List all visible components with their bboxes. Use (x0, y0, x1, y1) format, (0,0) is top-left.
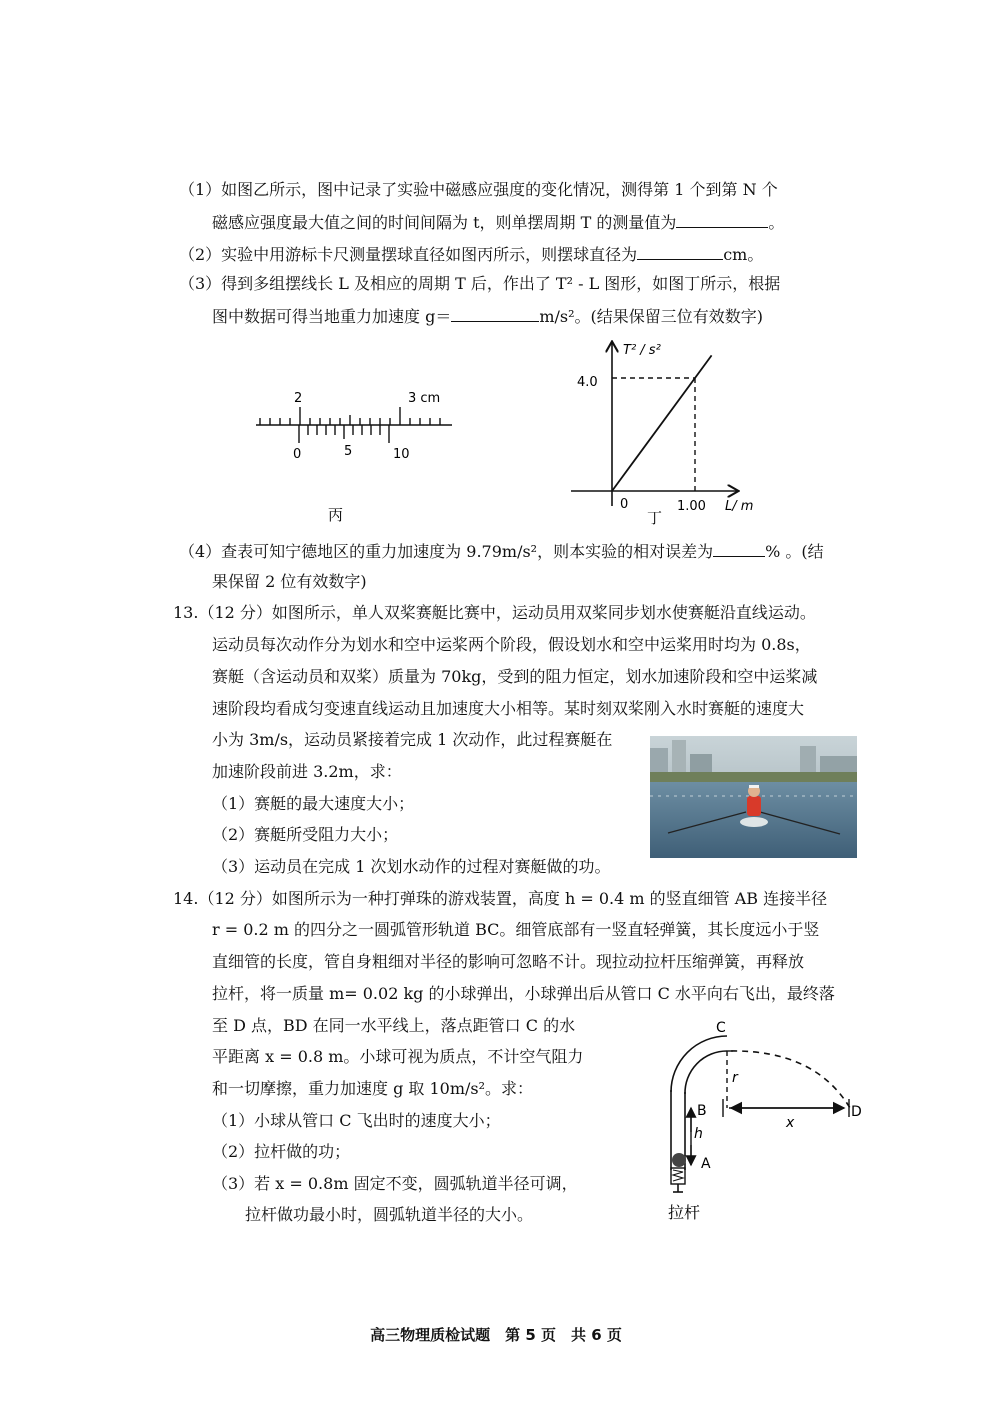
q14-sub1: （1）小球从管口 C 飞出时的速度大小； (212, 1111, 501, 1130)
vernier-caliper-figure (250, 385, 460, 535)
label-a: A (701, 1156, 711, 1172)
label-h: h (694, 1126, 703, 1142)
q12-answer-blank-1[interactable] (676, 211, 768, 228)
q14-line2: r = 0.2 m 的四分之一圆弧管形轨道 BC。细管底部有一竖直轻弹簧，其长度远小于竖 (212, 920, 820, 939)
main-scale-label-2: 2 (294, 391, 303, 406)
q14-line3: 直细管的长度，管自身粗细对半径的影响可忽略不计。现拉动拉杆压缩弹簧，再释放 (212, 952, 805, 971)
graph-plot-area (612, 355, 712, 491)
rowing-photo (650, 736, 857, 858)
y-tick-label: 4.0 (577, 375, 598, 390)
q13-sub2: （2）赛艇所受阻力大小； (212, 825, 399, 844)
q13-line1: 13.（12 分）如图所示，单人双桨赛艇比赛中，运动员用双桨同步划水使赛艇沿直线运动。 (173, 603, 816, 622)
q13-line5: 小为 3m/s，运动员紧接着完成 1 次动作，此过程赛艇在 (212, 730, 613, 749)
label-c: C (716, 1020, 726, 1036)
q12-part1-line2 (212, 211, 784, 233)
figure-caption-bing: 丙 (328, 506, 344, 524)
q12-part2 (179, 243, 763, 265)
q12-part3-unit: m/s²。(结果保留三位有效数字) (539, 307, 764, 326)
q12-part4-text: （4）查表可知宁德地区的重力加速度为 9.79m/s²，则本实验的相对误差为 (179, 542, 714, 561)
q12-part2-text: （2）实验中用游标卡尺测量摆球直径如图丙所示，则摆球直径为 (179, 245, 638, 264)
label-d: D (851, 1104, 862, 1120)
q12-answer-blank-4[interactable] (713, 540, 765, 557)
pinball-device-figure (655, 1020, 870, 1225)
q12-part1-text: 磁感应强度最大值之间的时间间隔为 t，则单摆周期 T 的测量值为 (212, 213, 677, 232)
page-footer: 高三物理质检试题 第 5 页 共 6 页 (370, 1326, 622, 1344)
q12-part4-tail: % 。(结 (765, 542, 824, 561)
data-line (612, 355, 712, 491)
main-scale-label-3cm: 3 cm (408, 391, 441, 406)
vernier-label-5: 5 (344, 444, 353, 459)
q14-sub3-line1: （3）若 x = 0.8m 固定不变，圆弧轨道半径可调， (212, 1174, 578, 1193)
q12-part1-end: 。 (768, 213, 785, 232)
y-axis-label: T² / s² (623, 343, 661, 358)
q14-line6: 平距离 x = 0.8 m。小球可视为质点，不计空气阻力 (212, 1047, 584, 1066)
vernier-label-0: 0 (293, 447, 302, 462)
q13-line2: 运动员每次动作分为划水和空中运桨两个阶段，假设划水和空中运桨用时均为 0.8s， (212, 635, 811, 654)
q13-line4: 速阶段均看成匀变速直线运动且加速度大小相等。某时刻双桨刚入水时赛艇的速度大 (212, 699, 805, 718)
q13-sub1: （1）赛艇的最大速度大小； (212, 794, 415, 813)
q14-sub2: （2）拉杆做的功； (212, 1142, 351, 1161)
q13-sub3: （3）运动员在完成 1 次划水动作的过程对赛艇做的功。 (212, 857, 611, 876)
q12-part4-line1 (179, 540, 824, 562)
q14-line4: 拉杆，将一质量 m= 0.02 kg 的小球弹出，小球弹出后从管口 C 水平向右飞出，最终落 (212, 984, 835, 1003)
q12-part3-line1: （3）得到多组摆线长 L 及相应的周期 T 后，作出了 T² - L 图形，如图丁所示，根据 (179, 274, 781, 293)
q14-sub3-line2: 拉杆做功最小时，圆弧轨道半径的大小。 (245, 1205, 534, 1224)
t2-l-graph-figure (565, 338, 765, 533)
label-rod: 拉杆 (668, 1203, 701, 1222)
figure-caption-ding: 丁 (647, 509, 663, 527)
x-tick-label: 1.00 (677, 499, 706, 514)
vernier-label-10: 10 (393, 447, 410, 462)
q12-answer-blank-3[interactable] (451, 305, 539, 322)
q12-part2-unit: cm。 (723, 245, 764, 264)
q12-part1-line1: （1）如图乙所示，图中记录了实验中磁感应强度的变化情况，测得第 1 个到第 N 个 (179, 180, 778, 199)
q12-part4-line2: 果保留 2 位有效数字) (212, 572, 367, 591)
origin-label: 0 (620, 497, 629, 512)
q14-line5: 至 D 点，BD 在同一水平线上，落点距管口 C 的水 (212, 1016, 576, 1035)
q13-line6: 加速阶段前进 3.2m，求： (212, 762, 402, 781)
label-r: r (732, 1070, 738, 1086)
label-b: B (697, 1103, 707, 1119)
x-axis-label: L/ m (725, 499, 754, 514)
label-x: x (786, 1115, 795, 1131)
q12-part3-line2 (212, 305, 763, 327)
q14-line1: 14.（12 分）如图所示为一种打弹珠的游戏装置，高度 h = 0.4 m 的竖直细管 AB 连接半径 (173, 889, 828, 908)
q14-line7: 和一切摩擦，重力加速度 g 取 10m/s²。求： (212, 1079, 534, 1098)
q13-line3: 赛艇（含运动员和双桨）质量为 70kg，受到的阻力恒定，划水加速阶段和空中运桨减 (212, 667, 818, 686)
q12-part3-text: 图中数据可得当地重力加速度 g＝ (212, 307, 452, 326)
q12-answer-blank-2[interactable] (637, 243, 723, 260)
